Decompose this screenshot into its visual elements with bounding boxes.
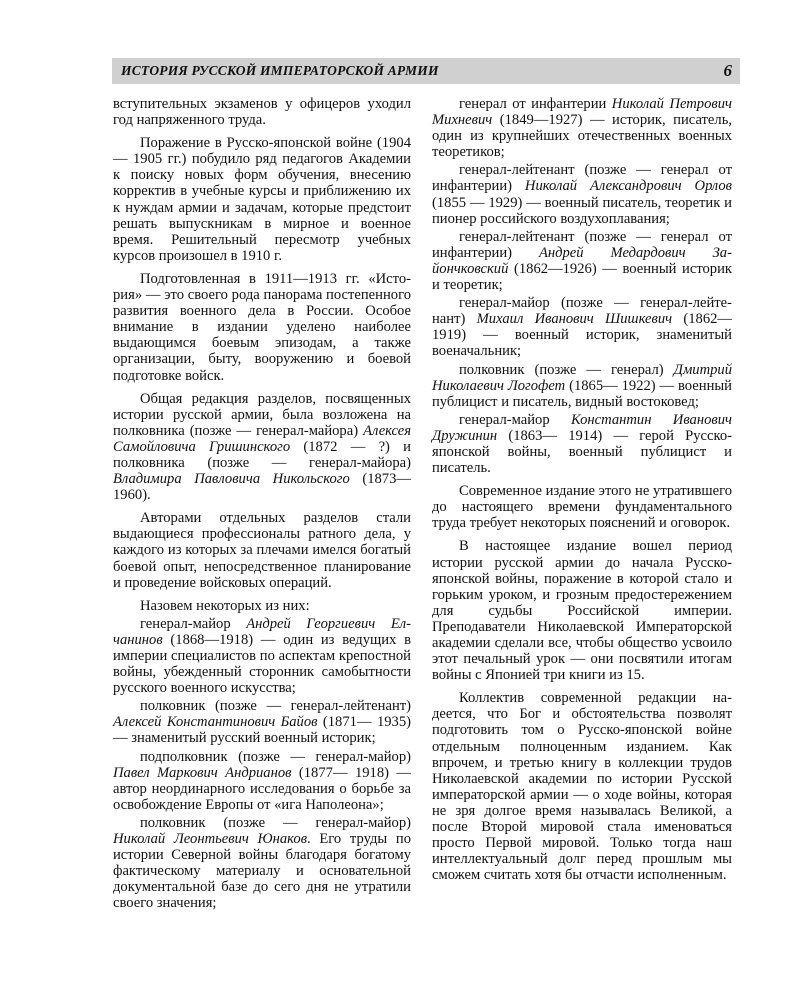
paragraph: Назовем некоторых из них: [140, 597, 310, 614]
author-entry [432, 362, 732, 410]
paragraph: вступительных экзаменов у офицеров уходил год напряженного труда. [113, 96, 411, 129]
author-entry [432, 229, 732, 293]
right-text-column [432, 96, 732, 890]
paragraph-text: Общая редакция разделов, посвященных истории русской армии, была возложена на полковника (позже — генерал-майора) [113, 390, 411, 439]
running-header [112, 58, 740, 84]
person-name: Владимира Павловича Никольского [113, 471, 350, 488]
author-description: (1862—1926) — военный историк и теоретик; [432, 260, 732, 294]
author-entry [113, 698, 411, 746]
author-entry [113, 749, 411, 813]
running-header-title: ИСТОРИЯ РУССКОЙ ИМПЕРАТОРСКОЙ АРМИИ [121, 63, 439, 78]
person-name: Константин Иванович Дружинин [432, 411, 732, 444]
author-description: (1871— 1935) — знаменитый русский военный историк; [113, 714, 411, 747]
author-rank: генерал-лейтенант (позже — генерал от инфантерии) [432, 228, 732, 261]
person-name: Алексея Самойловича Гришинского [113, 422, 411, 455]
person-name: Дмитрий Николаевич Логофет [432, 361, 732, 394]
author-description: (1862— 1919) — военный историк, знаменитый военачальник; [432, 311, 733, 360]
paragraph: Авторами отдельных разделов стали выдающиеся профессионалы ратного дела, у каждого из которых за плечами имелся богатый боевой опыт, непосредственное планирование и проведение войсковых операций. [113, 510, 411, 591]
author-entry [432, 162, 732, 226]
paragraph-text: (1873—1960). [113, 471, 411, 504]
page-number: 6 [723, 61, 732, 80]
author-description: (1849—1927) — историк, писатель, один из крупнейших отечественных военных теоретиков; [432, 112, 732, 161]
person-name: Андрей Медардович Зайончковский [432, 244, 732, 277]
paragraph: Поражение в Русско-японской войне (1904— 1905 гг.) побудило ряд педагогов Академии к поиску новых форм обучения, внесению корректив в учебные курсы и приближению их к нуждам армии и задачам, которые предстоит решать выпускникам в мирное и военное время. Решительный пересмотр учебных курсов произошел в 1910 г. [113, 135, 411, 264]
paragraph: Подготовленная в 1911—1913 гг. «История» — это своего рода панорама постепенного развития военного дела в России. Особое внимание в издании уделено наиболее выдающимся боевым эпизодам, а также организации, быту, вооружению и боевой подготовке войск. [113, 270, 411, 384]
person-name: Николай Петрович Михневич [432, 96, 732, 129]
author-rank: генерал-лейтенант (позже — генерал от инфантерии) [432, 162, 732, 195]
author-entry [432, 295, 732, 359]
author-entry [432, 96, 732, 160]
paragraph: Современное издание этого не утратившего до настоящего времени фундаментального труда требует некоторых пояснений и оговорок. [432, 483, 732, 532]
author-rank: полковник (позже — генерал) [459, 361, 674, 378]
person-name: Алексей Константинович Байов [113, 714, 318, 731]
author-description: (1877— 1918) — автор неординарного исследования о борьбе за освобождение Европы от «ига Наполеона»; [113, 764, 411, 813]
author-rank: генерал-майор [459, 411, 571, 428]
author-rank: подполковник (позже — генерал-майор) [140, 748, 411, 765]
author-description: . Его труды по истории Северной войны благодаря богатому фактическому материалу и основательной документальной базе до сего дня не утратили своего значения; [113, 831, 411, 912]
author-entry [113, 616, 411, 696]
paragraph: Коллектив современной редакции надеется, что Бог и обстоятельства позволят подготовить том о Русско-японской войне отдельным полноценным изданием. Как впрочем, и третью книгу в коллекции трудов Николаевской академии по истории Русской императорской армии — о ходе войны, которая не зря долгое время называлась Великой, а после Второй мировой стала именоваться просто Первой мировой. Только тогда наш интеллектуальный долг перед прошлым мы сможем считать хотя бы отчасти исполненным. [432, 690, 732, 884]
author-rank: генерал-майор [140, 615, 247, 632]
person-name: Павел Маркович Андрианов [113, 764, 292, 781]
person-name: Андрей Георгиевич Елчанинов [113, 615, 411, 648]
author-entry [113, 815, 411, 912]
person-name: Николай Александрович Орлов [524, 178, 732, 195]
left-text-column [113, 96, 411, 914]
paragraph: В настоящее издание вошел период истории русской армии до начала Русско-японской войны, поражение в которой стало и горьким уроком, и грозным предостережением для судьбы Российской империи. Преподаватели Николаевской Императорской академии сделали все, чтобы общество усвоило этот печальный урок — они посвятили итогам войны с Японией три книги из 15. [432, 538, 732, 684]
author-rank: полковник (позже — генерал-майор) [140, 814, 411, 831]
author-rank: полковник (позже — генерал-лейтенант) [140, 698, 411, 715]
person-name: Михаил Иванович Шишкевич [476, 311, 673, 328]
author-rank: генерал от инфантерии [459, 96, 612, 112]
author-description: (1865— 1922) — военный публицист и писатель, видный востоковед; [432, 377, 732, 410]
author-description: (1868—1918) — один из ведущих в империи специалистов по аспектам крепостной войны, убежденный сторонник самобытности русского военного искусства; [113, 631, 411, 697]
person-name: Николай Леонтьевич Юнаков [113, 831, 308, 848]
paragraph-text: (1872 — ?) и полковника (позже — генерал-майора) [113, 438, 411, 471]
author-rank: генерал-майор (позже — генерал-лейтенант) [432, 295, 732, 328]
author-entry [432, 412, 732, 476]
paragraph [113, 391, 411, 504]
author-description: (1855 — 1929) — военный писатель, теоретик и пионер российского воздухоплавания; [432, 194, 732, 227]
author-description: (1863— 1914) — герой Русско-японской войны, военный публицист и писатель. [432, 427, 732, 477]
